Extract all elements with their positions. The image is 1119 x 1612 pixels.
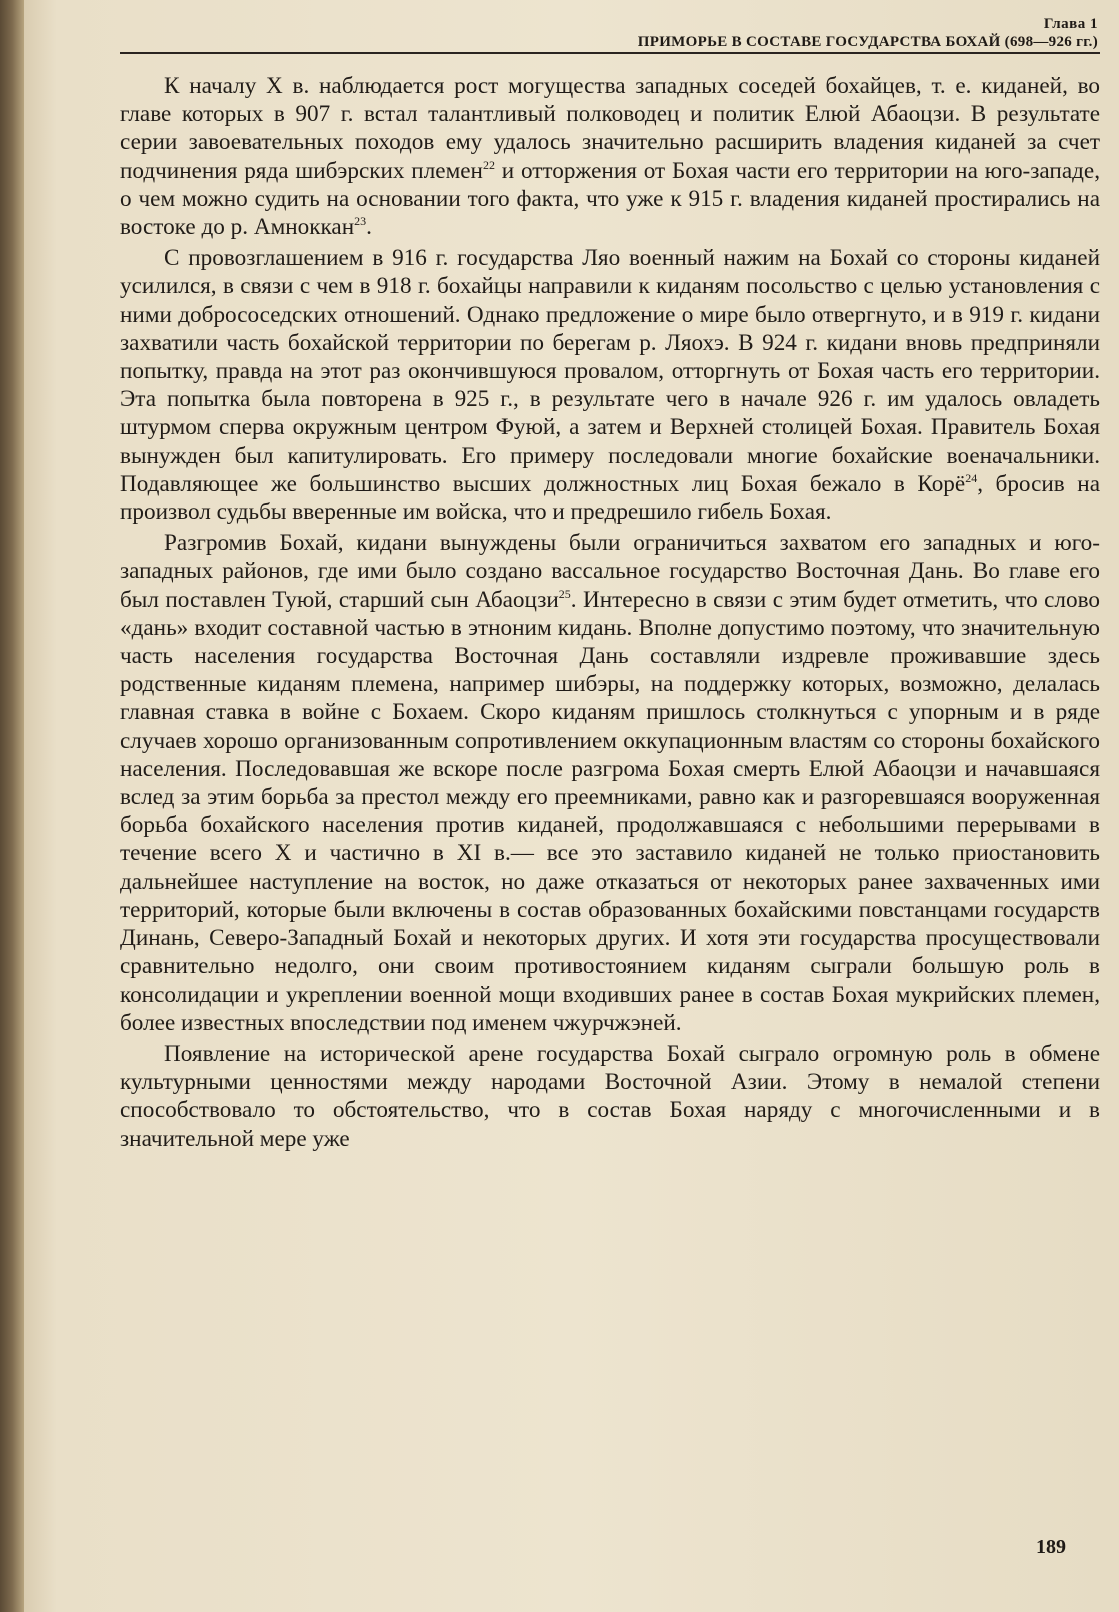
book-spine-shadow [0, 0, 24, 1612]
paragraph-3 [120, 529, 1100, 1037]
footnote-ref-25: 25 [558, 586, 571, 601]
footnote-ref-24: 24 [965, 470, 978, 485]
paragraph-text: К началу X в. наблюдается рост могущества западных соседей бохайцев, т. е. киданей, во главе которых в 907 г. встал талантливый полководец и политик Елюй Абаоцзи. В результате серии завоевательных походов ему удалось значительно расширить владения киданей за счет подчинения ряда шибэрских племен [120, 73, 1100, 184]
paragraph-text: Появление на исторической арене государства Бохай сыграло огромную роль в обмене культурными ценностями между народами Восточной Азии. Этому в немалой степени способствовало то обстоятельство, что в состав Бохая наряду с многочисленными и в значительной мере уже [120, 1040, 1100, 1152]
paragraph-text: . Интересно в связи с этим будет отметить, что слово «дань» входит составной частью в этноним кидань. Вполне допустимо поэтому, что значительную часть населения государства Восточная Дань составляли издревле проживавшие здесь родственные киданям племена, например шибэры, на поддержку которых, возможно, делалась главная ставка в войне с Бохаем. Скоро киданям пришлось столкнуться с упорным и в ряде случаев хорошо организованным сопротивлением оккупационным властям со стороны бохайского населения. Последовавшая же вскоре после разгрома Бохая смерть Елюй Абаоцзи и начавшаяся вслед за этим борьба за престол между его преемниками, равно как и разгоревшаяся вооруженная борьба бохайского населения против киданей, продолжавшаяся с небольшими перерывами в течение всего X и частично в XI в.— все это заставило киданей не только приостановить дальнейшее наступление на восток, но даже отказаться от некоторых ранее захваченных ими территорий, которые были включены в состав образованных бохайскими повстанцами государств Динань, Северо-Западный Бохай и некоторых других. И хотя эти государства просуществовали сравнительно недолго, они своим противостоянием киданям сыграли большую роль в консолидации и укреплении военной мощи входивших ранее в состав Бохая мукрийских племен, более известных впоследствии под именем чжурчжэней. [120, 586, 1100, 1036]
footnote-ref-22: 22 [482, 157, 495, 172]
footnote-ref-23: 23 [354, 214, 367, 229]
paragraph-4 [120, 1040, 1100, 1153]
paragraph-text: и отторжения от Бохая части его территории на юго-западе, о чем можно судить на основании того факта, что уже к 915 г. владения киданей простирались на востоке до р. Амноккан [120, 157, 1100, 241]
body-text [120, 72, 1100, 1153]
paragraph-text: С провозглашением в 916 г. государства Ляо военный нажим на Бохай со стороны киданей усилился, в связи с чем в 918 г. бохайцы направили к киданям посольство с целью установления с ними добрососедских отношений. Однако предложение о мире было отвергнуто, и в 919 г. кидани захватили часть бохайской территории по берегам р. Ляохэ. В 924 г. кидани вновь предприняли попытку, правда на этот раз окончившуюся провалом, отторгнуть от Бохая часть его территории. Эта попытка была повторена в 925 г., в результате чего в начале 926 г. им удалось овладеть штурмом сперва окружным центром Фуюй, а затем и Верхней столицей Бохая. Правитель Бохая вынужден был капитулировать. Его примеру последовали многие бохайские военачальники. Подавляющее же большинство высших должностных лиц Бохая бежало в Корё [120, 245, 1100, 497]
book-page [24, 0, 1119, 1612]
running-header [120, 12, 1100, 54]
paragraph-text: Разгромив Бохай, кидани вынуждены были ограничиться захватом его западных и юго-западных районов, где ими было создано вассальное государство Восточная Дань. Во главе его был поставлен Туюй, старший сын Абаоцзи [120, 530, 1100, 613]
page-number: 189 [1036, 1536, 1066, 1558]
paragraph-text: . [366, 214, 372, 241]
chapter-label: Глава 1 [1043, 16, 1098, 32]
paragraph-text: , бросив на произвол судьбы вверенные им войска, что и предрешило гибель Бохая. [120, 470, 1100, 526]
paragraph-2 [120, 244, 1100, 526]
paragraph-1 [120, 72, 1100, 241]
running-title: ПРИМОРЬЕ В СОСТАВЕ ГОСУДАРСТВА БОХАЙ (698—926 гг.) [637, 34, 1098, 50]
